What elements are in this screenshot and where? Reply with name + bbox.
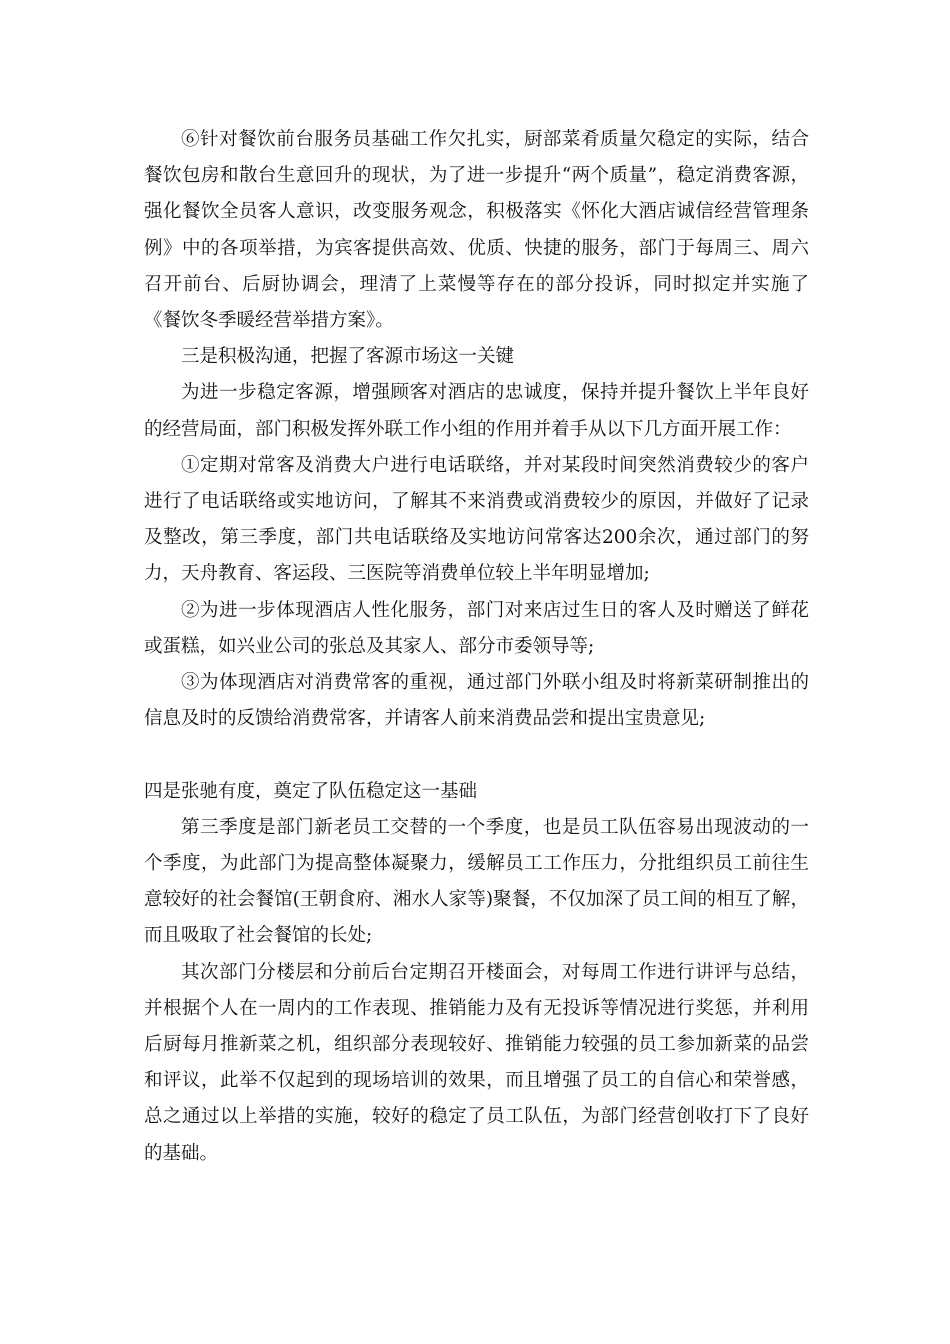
paragraph-team-1: 第三季度是部门新老员工交替的一个季度，也是员工队伍容易出现波动的一个季度，为此部门为提高整体凝聚力，缓解员工工作压力，分批组织员工前往生意较好的社会餐馆(王朝食府、湘水人家等)聚餐，不仅加深了员工间的相互了解，而且吸取了社会餐馆的长处;	[144, 816, 809, 947]
section-heading-4: 四是张驰有度，奠定了队伍稳定这一基础	[144, 780, 478, 802]
paragraph-team-2: 其次部门分楼层和分前后台定期召开楼面会，对每周工作进行讲评与总结，并根据个人在一周内的工作表现、推销能力及有无投诉等情况进行奖惩，并利用后厨每月推新菜之机，组织部分表现较好、推销能力较强的员工参加新菜的品尝和评议，此举不仅起到的现场培训的效果，而且增强了员工的自信心和荣誉感，总之通过以上举措的实施，较好的稳定了员工队伍，为部门经营创收打下了良好的基础。	[144, 961, 809, 1164]
section-heading-3: 三是积极沟通，把握了客源市场这一关键	[181, 346, 515, 368]
blank-line	[144, 737, 809, 773]
document-body	[144, 122, 809, 1172]
paragraph-item-3: ③为体现酒店对消费常客的重视，通过部门外联小组及时将新菜研制推出的信息及时的反馈给消费常客，并请客人前来消费品尝和提出宝贵意见;	[144, 672, 809, 730]
paragraph-intro: 为进一步稳定客源，增强顾客对酒店的忠诚度，保持并提升餐饮上半年良好的经营局面，部门积极发挥外联工作小组的作用并着手从以下几方面开展工作：	[144, 382, 809, 440]
paragraph-item-2: ②为进一步体现酒店人性化服务，部门对来店过生日的客人及时赠送了鲜花或蛋糕，如兴业公司的张总及其家人、部分市委领导等;	[144, 599, 809, 657]
paragraph-item-6: ⑥针对餐饮前台服务员基础工作欠扎实，厨部菜肴质量欠稳定的实际，结合餐饮包房和散台生意回升的现状，为了进一步提升“两个质量”，稳定消费客源，强化餐饮全员客人意识，改变服务观念，积极落实《怀化大酒店诚信经营管理条例》中的各项举措，为宾客提供高效、优质、快捷的服务，部门于每周三、周六召开前台、后厨协调会，理清了上菜慢等存在的部分投诉，同时拟定并实施了《餐饮冬季暖经营举措方案》。	[144, 129, 809, 332]
paragraph-item-1: ①定期对常客及消费大户进行电话联络，并对某段时间突然消费较少的客户进行了电话联络或实地访问，了解其不来消费或消费较少的原因，并做好了记录及整改，第三季度，部门共电话联络及实地访问常客达200余次，通过部门的努力，天舟教育、客运段、三医院等消费单位较上半年明显增加;	[144, 454, 809, 585]
